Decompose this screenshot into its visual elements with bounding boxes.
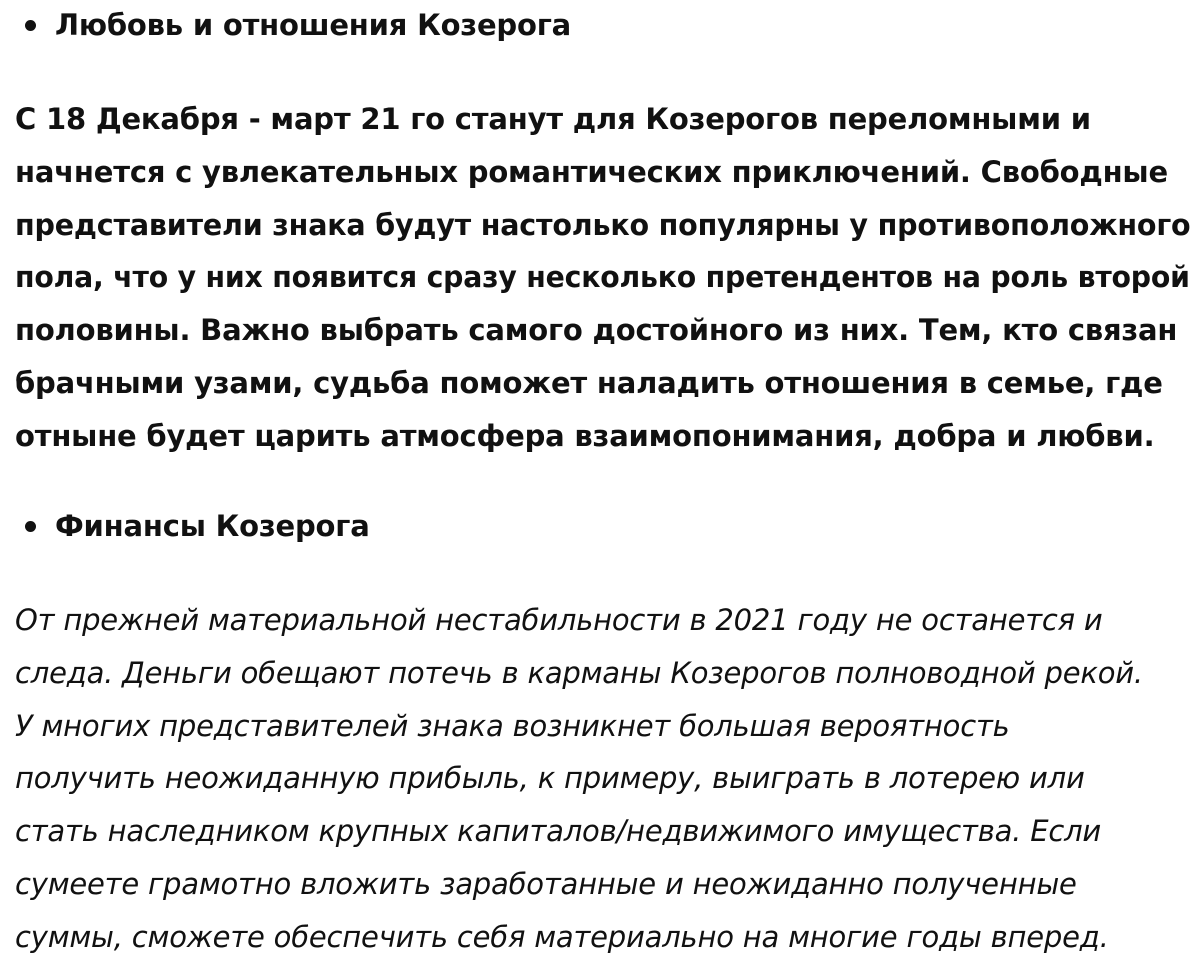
finance-heading-text: Финансы Козерога bbox=[55, 509, 370, 543]
paragraph-line: получить неожиданную прибыль, к примеру, выиграть в лотерею или bbox=[15, 761, 1085, 796]
bullet-icon bbox=[25, 521, 36, 532]
love-paragraph bbox=[15, 93, 1190, 463]
paragraph-line: следа. Деньги обещают потечь в карманы Козерогов полноводной рекой. bbox=[15, 655, 1143, 690]
finance-section-heading bbox=[25, 506, 370, 546]
love-section-heading bbox=[25, 5, 571, 45]
finance-paragraph bbox=[15, 594, 1190, 964]
paragraph-line: сумеете грамотно вложить заработанные и неожиданно полученные bbox=[15, 866, 1077, 901]
bullet-icon bbox=[25, 20, 36, 31]
paragraph-line: представители знака будут настолько популярны у противоположного bbox=[15, 207, 1191, 242]
paragraph-line: суммы, сможете обеспечить себя материально на многие годы вперед. bbox=[15, 919, 1109, 954]
paragraph-line: От прежней материальной нестабильности в 2021 году не останется и bbox=[15, 603, 1103, 637]
paragraph-line: начнется с увлекательных романтических приключений. Свободные bbox=[15, 154, 1168, 189]
paragraph-line: половины. Важно выбрать самого достойного из них. Тем, кто связан bbox=[15, 313, 1178, 348]
paragraph-line: С 18 Декабря - март 21 го станут для Козерогов переломными и bbox=[15, 102, 1091, 136]
paragraph-line: отныне будет царить атмосфера взаимопонимания, добра и любви. bbox=[15, 418, 1155, 453]
paragraph-line: брачными узами, судьба поможет наладить отношения в семье, где bbox=[15, 365, 1163, 400]
paragraph-line: стать наследником крупных капиталов/недвижимого имущества. Если bbox=[15, 814, 1102, 849]
paragraph-line: У многих представителей знака возникнет большая вероятность bbox=[15, 708, 1010, 743]
paragraph-line: пола, что у них появится сразу несколько претендентов на роль второй bbox=[15, 260, 1190, 295]
love-heading-text: Любовь и отношения Козерога bbox=[55, 8, 572, 42]
